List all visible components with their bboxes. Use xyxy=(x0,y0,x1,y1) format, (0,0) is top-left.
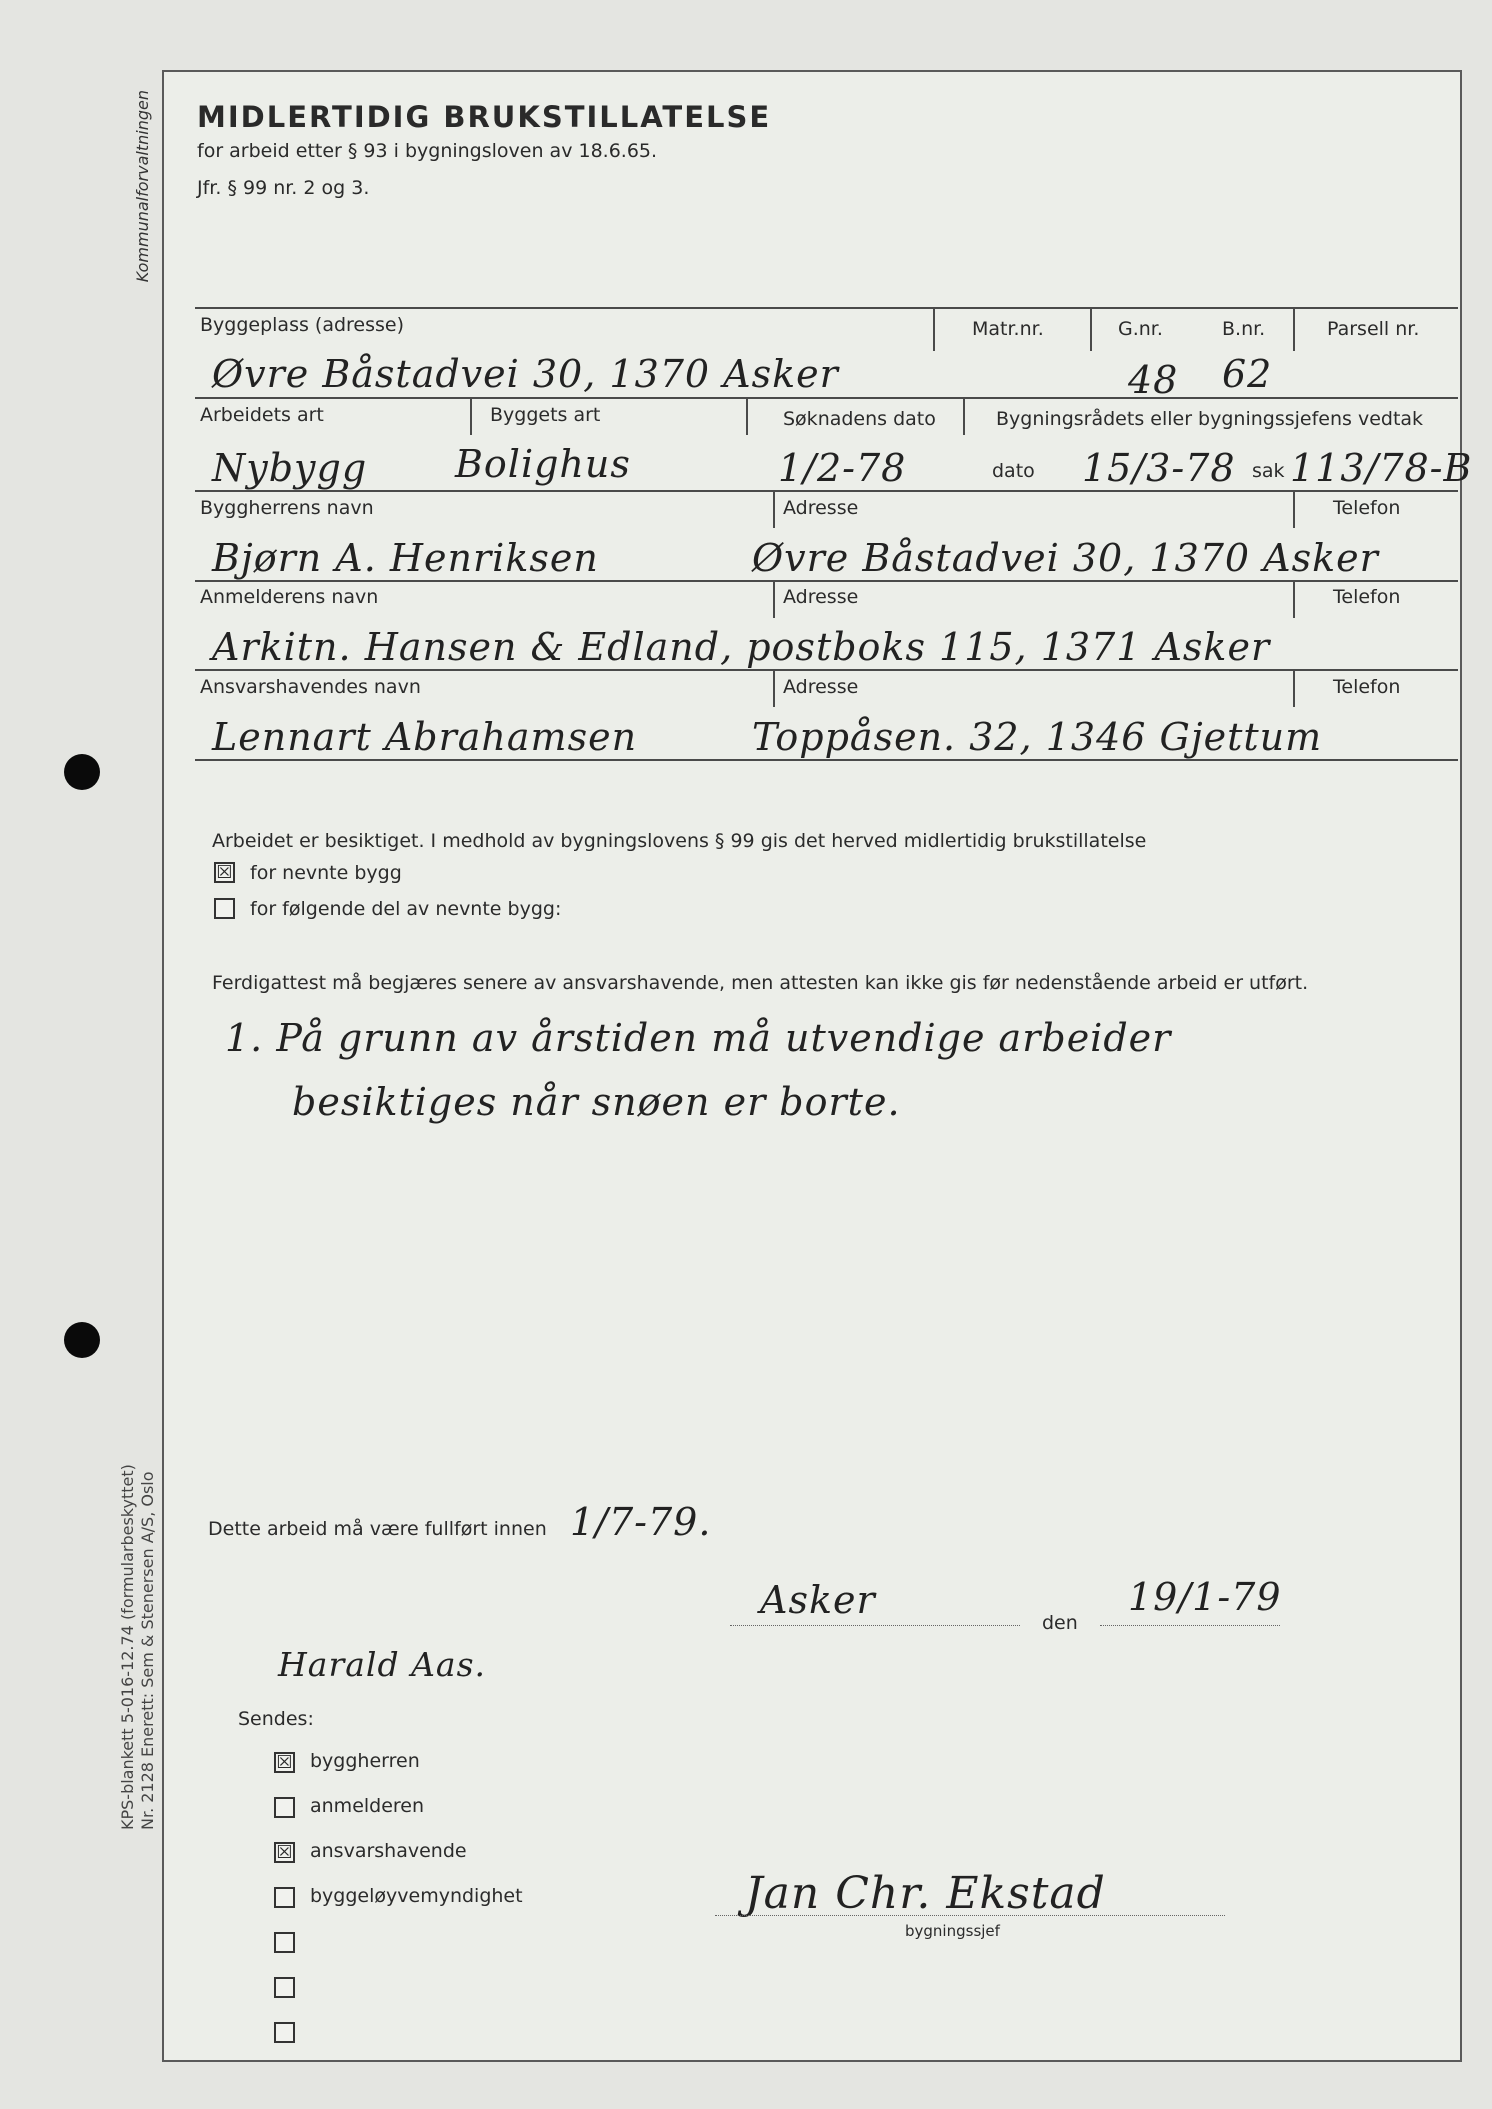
col-rule-telefon-3 xyxy=(1293,671,1295,707)
recipient-label: ansvarshavende xyxy=(310,1840,467,1862)
label-anmelderens-navn: Anmelderens navn xyxy=(200,586,379,608)
recipient-checkbox[interactable] xyxy=(274,1797,295,1818)
label-arbeidets-art: Arbeidets art xyxy=(200,404,324,426)
form-imprint xyxy=(118,1464,158,1830)
col-rule-soknad xyxy=(746,399,748,435)
label-vedtak-dato: dato xyxy=(992,460,1035,482)
punch-hole-lower xyxy=(64,1322,100,1358)
col-rule-byggets xyxy=(470,399,472,435)
col-rule-telefon-2 xyxy=(1293,582,1295,618)
value-vedtak-dato: 15/3-78 xyxy=(1082,446,1236,490)
value-anmelder: Arkitn. Hansen & Edland, postboks 115, 1371 Asker xyxy=(212,625,1271,669)
value-arbeidets-art: Nybygg xyxy=(212,446,368,490)
form-reference: Jfr. § 99 nr. 2 og 3. xyxy=(197,177,370,199)
recipient-label: byggherren xyxy=(310,1750,420,1772)
checkbox-for-nevnte-bygg[interactable]: ☒ xyxy=(214,862,235,883)
note-line-1: 1. På grunn av årstiden må utvendige arbeider xyxy=(225,1016,1172,1060)
value-b-nr: 62 xyxy=(1222,352,1273,396)
label-byggherrens-navn: Byggherrens navn xyxy=(200,497,374,519)
value-ansvarshavende-adresse: Toppåsen. 32, 1346 Gjettum xyxy=(752,715,1323,759)
col-rule-gnr xyxy=(1090,309,1092,351)
department-label: Kommunalforvaltningen xyxy=(133,90,152,283)
value-byggets-art: Bolighus xyxy=(455,442,631,486)
form-imprint-line-1: KPS-blankett 5-016-12.74 (formularbeskyttet) xyxy=(118,1464,137,1830)
place-line xyxy=(730,1625,1020,1626)
table-top-rule xyxy=(195,307,1458,309)
row-rule-2 xyxy=(195,490,1458,492)
value-date: 19/1-79 xyxy=(1128,1575,1282,1619)
value-byggherre-navn: Bjørn A. Henriksen xyxy=(212,536,599,580)
col-rule-matr xyxy=(933,309,935,351)
label-vedtak: Bygningsrådets eller bygningssjefens vedtak xyxy=(996,408,1424,430)
row-rule-4 xyxy=(195,669,1458,671)
form-title: MIDLERTIDIG BRUKSTILLATELSE xyxy=(197,100,772,134)
signature: Jan Chr. Ekstad xyxy=(745,1868,1106,1919)
table-bottom-rule xyxy=(195,759,1458,761)
recipient-label: byggeløyvemyndighet xyxy=(310,1885,523,1907)
punch-hole-upper xyxy=(64,754,100,790)
label-den: den xyxy=(1042,1612,1078,1634)
col-rule-vedtak xyxy=(963,399,965,435)
label-matr-nr: Matr.nr. xyxy=(972,318,1044,340)
recipient-checkbox[interactable] xyxy=(274,1887,295,1908)
value-g-nr: 48 xyxy=(1128,358,1179,402)
label-adresse-3: Adresse xyxy=(783,676,859,698)
label-b-nr: B.nr. xyxy=(1222,318,1266,340)
besiktiget-statement: Arbeidet er besiktiget. I medhold av bygningslovens § 99 gis det herved midlertidig brukstillatelse xyxy=(212,830,1147,852)
row-rule-1 xyxy=(195,397,1458,399)
signature-title: bygningssjef xyxy=(905,1922,1000,1940)
label-g-nr: G.nr. xyxy=(1118,318,1163,340)
label-for-nevnte-bygg: for nevnte bygg xyxy=(250,862,402,884)
label-telefon-1: Telefon xyxy=(1333,497,1401,519)
label-telefon-3: Telefon xyxy=(1333,676,1401,698)
label-adresse-1: Adresse xyxy=(783,497,859,519)
label-sendes: Sendes: xyxy=(238,1708,314,1730)
value-byggeplass: Øvre Båstadvei 30, 1370 Asker xyxy=(212,352,839,396)
label-soknadens-dato: Søknadens dato xyxy=(783,408,936,430)
value-byggherre-adresse: Øvre Båstadvei 30, 1370 Asker xyxy=(752,536,1379,580)
label-vedtak-sak: sak xyxy=(1252,460,1285,482)
col-rule-adresse-1 xyxy=(773,492,775,528)
value-fullfort-dato: 1/7-79. xyxy=(570,1500,712,1544)
label-adresse-2: Adresse xyxy=(783,586,859,608)
form-imprint-line-2: Nr. 2128 Enerett: Sem & Stenersen A/S, Oslo xyxy=(138,1471,157,1830)
date-line xyxy=(1100,1625,1280,1626)
handwritten-initials: Harald Aas. xyxy=(278,1645,487,1684)
signature-line xyxy=(715,1915,1225,1916)
form-subtitle: for arbeid etter § 93 i bygningsloven av 18.6.65. xyxy=(197,140,658,162)
recipient-checkbox[interactable] xyxy=(274,1977,295,1998)
value-place: Asker xyxy=(760,1578,876,1622)
label-byggeplass: Byggeplass (adresse) xyxy=(200,314,405,336)
note-line-2: besiktiges når snøen er borte. xyxy=(292,1080,901,1124)
label-ansvarshavendes-navn: Ansvarshavendes navn xyxy=(200,676,421,698)
ferdigattest-statement: Ferdigattest må begjæres senere av ansvarshavende, men attesten kan ikke gis før nedenstående arbeid er utført. xyxy=(212,972,1309,994)
col-rule-adresse-3 xyxy=(773,671,775,707)
col-rule-adresse-2 xyxy=(773,582,775,618)
row-rule-3 xyxy=(195,580,1458,582)
recipient-checkbox[interactable]: ☒ xyxy=(274,1752,295,1773)
value-ansvarshavende-navn: Lennart Abrahamsen xyxy=(212,715,638,759)
label-for-folgende-del: for følgende del av nevnte bygg: xyxy=(250,898,562,920)
label-telefon-2: Telefon xyxy=(1333,586,1401,608)
recipient-checkbox[interactable] xyxy=(274,2022,295,2043)
value-vedtak-sak: 113/78-B xyxy=(1290,446,1473,490)
checkbox-for-folgende-del[interactable] xyxy=(214,898,235,919)
col-rule-telefon-1 xyxy=(1293,492,1295,528)
label-fullfort: Dette arbeid må være fullført innen xyxy=(208,1518,547,1540)
recipient-checkbox[interactable]: ☒ xyxy=(274,1842,295,1863)
recipient-label: anmelderen xyxy=(310,1795,425,1817)
recipient-checkbox[interactable] xyxy=(274,1932,295,1953)
value-soknadens-dato: 1/2-78 xyxy=(778,446,907,490)
label-byggets-art: Byggets art xyxy=(490,404,601,426)
label-parsell-nr: Parsell nr. xyxy=(1327,318,1420,340)
col-rule-parsell xyxy=(1293,309,1295,351)
